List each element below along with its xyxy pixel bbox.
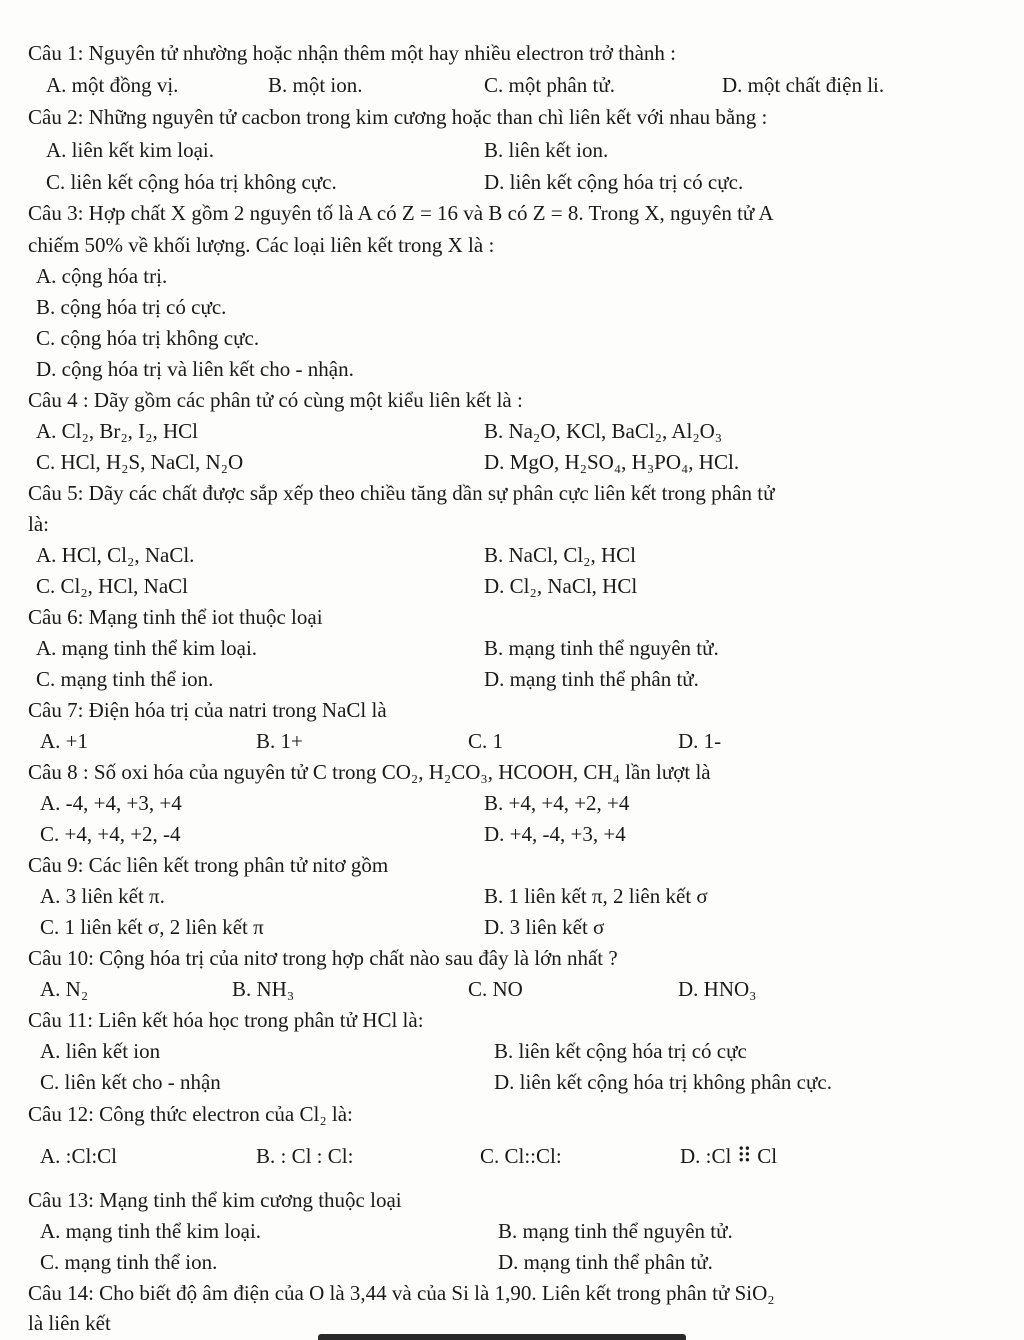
q11-option-b: B. liên kết cộng hóa trị có cực xyxy=(494,1039,747,1063)
home-indicator-bar xyxy=(318,1334,686,1340)
question-5-line-2: là: xyxy=(28,512,49,536)
question-13: Câu 13: Mạng tinh thể kim cương thuộc loại xyxy=(28,1188,402,1212)
q13-option-a: A. mạng tinh thể kim loại. xyxy=(40,1219,262,1243)
q1-option-b: B. một ion. xyxy=(268,73,363,97)
q2-option-c: C. liên kết cộng hóa trị không cực. xyxy=(46,170,337,194)
q4-option-b: B. Na₂O, KCl, BaCl₂, Al₂O₃ xyxy=(484,419,723,443)
question-3-line-2: chiếm 50% về khối lượng. Các loại liên kết trong X là : xyxy=(28,233,495,257)
q4-option-d: D. MgO, H₂SO₄, H₃PO₄, HCl. xyxy=(484,450,740,474)
question-5-line-1: Câu 5: Dãy các chất được sắp xếp theo chiều tăng dần sự phân cực liên kết trong phân tử xyxy=(28,481,775,505)
q3-option-b: B. cộng hóa trị có cực. xyxy=(36,295,227,319)
q9-option-b: B. 1 liên kết π, 2 liên kết σ xyxy=(484,884,708,908)
question-12: Câu 12: Công thức electron của Cl₂ là: xyxy=(28,1102,353,1126)
question-7: Câu 7: Điện hóa trị của natri trong NaCl là xyxy=(28,698,387,722)
q2-option-d: D. liên kết cộng hóa trị có cực. xyxy=(484,170,744,194)
q9-option-d: D. 3 liên kết σ xyxy=(484,915,605,939)
q12-option-d: D. :Cl ⠿ Cl xyxy=(680,1144,778,1168)
question-6: Câu 6: Mạng tinh thể iot thuộc loại xyxy=(28,605,323,629)
question-14-line-1: Câu 14: Cho biết độ âm điện của O là 3,44 và của Si là 1,90. Liên kết trong phân tử SiO₂ xyxy=(28,1281,775,1305)
q6-option-b: B. mạng tinh thể nguyên tử. xyxy=(484,636,719,660)
q9-option-c: C. 1 liên kết σ, 2 liên kết π xyxy=(40,915,264,939)
q5-option-a: A. HCl, Cl₂, NaCl. xyxy=(36,543,195,567)
q1-option-c: C. một phân tử. xyxy=(484,73,615,97)
question-14-line-2: là liên kết xyxy=(28,1311,111,1335)
q8-option-a: A. -4, +4, +3, +4 xyxy=(40,791,182,815)
q6-option-c: C. mạng tinh thể ion. xyxy=(36,667,214,691)
question-4: Câu 4 : Dãy gồm các phân tử có cùng một kiểu liên kết là : xyxy=(28,388,523,412)
q5-option-c: C. Cl₂, HCl, NaCl xyxy=(36,574,189,598)
q1-option-a: A. một đồng vị. xyxy=(46,73,179,97)
q13-option-b: B. mạng tinh thể nguyên tử. xyxy=(498,1219,733,1243)
q7-option-a: A. +1 xyxy=(40,729,89,753)
q7-option-b: B. 1+ xyxy=(256,729,303,753)
q12-option-a: A. :Cl:Cl xyxy=(40,1144,118,1168)
question-11: Câu 11: Liên kết hóa học trong phân tử HCl là: xyxy=(28,1008,424,1032)
q8-option-b: B. +4, +4, +2, +4 xyxy=(484,791,630,815)
q10-option-c: C. NO xyxy=(468,977,523,1001)
q3-option-a: A. cộng hóa trị. xyxy=(36,264,168,288)
q6-option-d: D. mạng tinh thể phân tử. xyxy=(484,667,699,691)
question-2: Câu 2: Những nguyên tử cacbon trong kim cương hoặc than chì liên kết với nhau bằng : xyxy=(28,105,768,129)
q11-option-d: D. liên kết cộng hóa trị không phân cực. xyxy=(494,1070,832,1094)
q3-option-d: D. cộng hóa trị và liên kết cho - nhận. xyxy=(36,357,354,381)
q3-option-c: C. cộng hóa trị không cực. xyxy=(36,326,260,350)
q7-option-d: D. 1- xyxy=(678,729,722,753)
question-9: Câu 9: Các liên kết trong phân tử nitơ gồm xyxy=(28,853,389,877)
q13-option-c: C. mạng tinh thể ion. xyxy=(40,1250,218,1274)
q9-option-a: A. 3 liên kết π. xyxy=(40,884,165,908)
q2-option-b: B. liên kết ion. xyxy=(484,138,609,162)
q10-option-b: B. NH₃ xyxy=(232,977,295,1001)
q11-option-a: A. liên kết ion xyxy=(40,1039,161,1063)
q4-option-c: C. HCl, H₂S, NaCl, N₂O xyxy=(36,450,244,474)
q10-option-a: A. N₂ xyxy=(40,977,89,1001)
q11-option-c: C. liên kết cho - nhận xyxy=(40,1070,221,1094)
q13-option-d: D. mạng tinh thể phân tử. xyxy=(498,1250,713,1274)
q12-option-b: B. : Cl : Cl: xyxy=(256,1144,354,1168)
q2-option-a: A. liên kết kim loại. xyxy=(46,138,214,162)
q6-option-a: A. mạng tinh thể kim loại. xyxy=(36,636,258,660)
question-8: Câu 8 : Số oxi hóa của nguyên tử C trong CO₂, H₂CO₃, HCOOH, CH₄ lần lượt là xyxy=(28,760,711,784)
q5-option-d: D. Cl₂, NaCl, HCl xyxy=(484,574,638,598)
question-10: Câu 10: Cộng hóa trị của nitơ trong hợp chất nào sau đây là lớn nhất ? xyxy=(28,946,618,970)
q7-option-c: C. 1 xyxy=(468,729,504,753)
question-1: Câu 1: Nguyên tử nhường hoặc nhận thêm một hay nhiều electron trở thành : xyxy=(28,41,676,65)
q12-option-c: C. Cl::Cl: xyxy=(480,1144,562,1168)
q1-option-d: D. một chất điện li. xyxy=(722,73,885,97)
question-3-line-1: Câu 3: Hợp chất X gồm 2 nguyên tố là A có Z = 16 và B có Z = 8. Trong X, nguyên tử A xyxy=(28,201,774,225)
q8-option-c: C. +4, +4, +2, -4 xyxy=(40,822,181,846)
q10-option-d: D. HNO₃ xyxy=(678,977,757,1001)
q8-option-d: D. +4, -4, +3, +4 xyxy=(484,822,626,846)
q5-option-b: B. NaCl, Cl₂, HCl xyxy=(484,543,637,567)
q4-option-a: A. Cl₂, Br₂, I₂, HCl xyxy=(36,419,198,443)
